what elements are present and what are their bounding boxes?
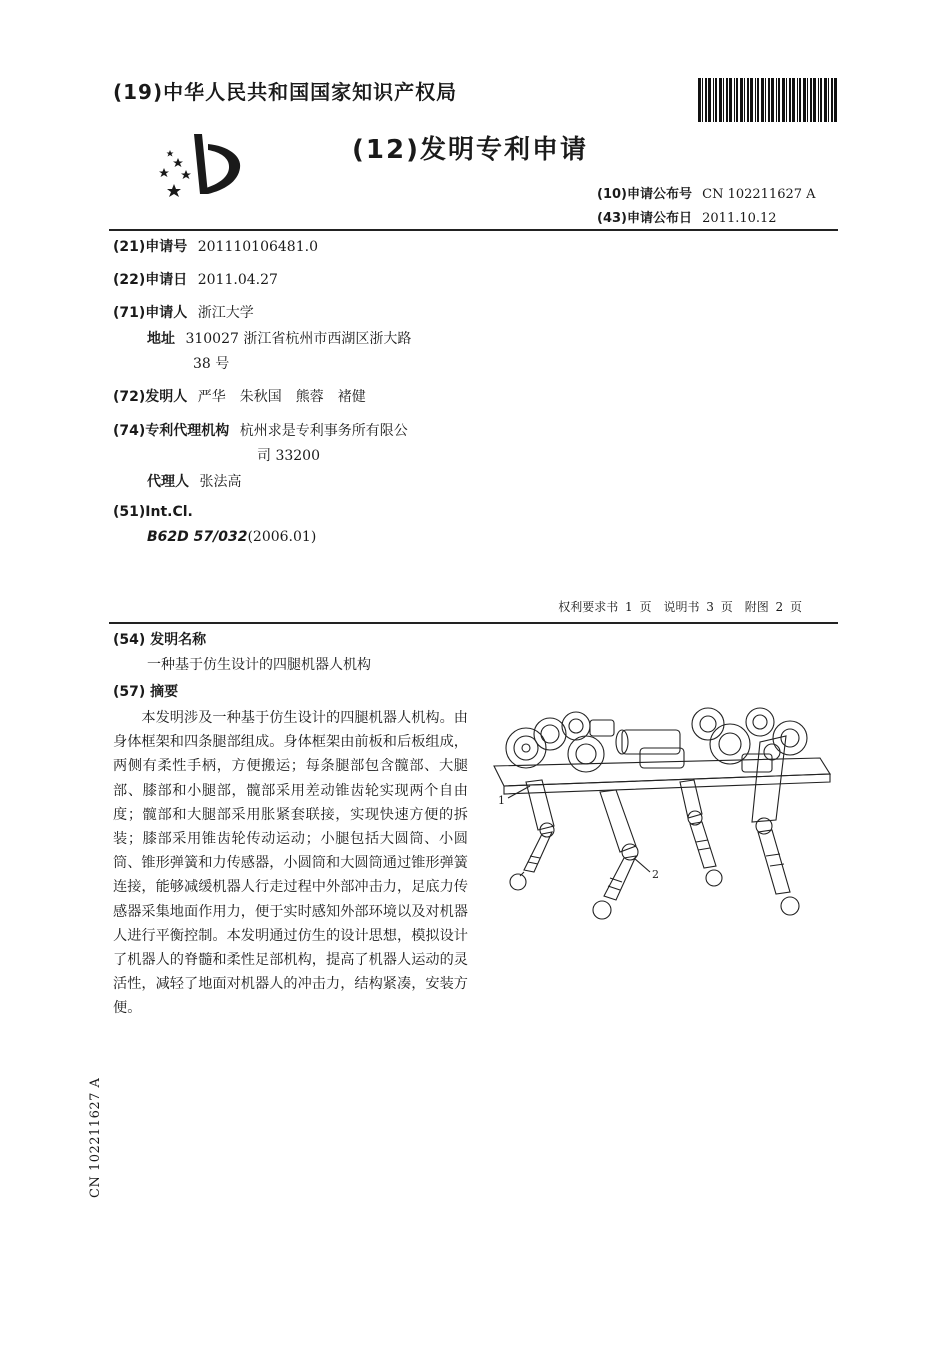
address-line-1: 310027 浙江省杭州市西湖区浙大路 bbox=[185, 331, 412, 347]
section-label: 摘要 bbox=[150, 684, 179, 700]
classification-version: (2006.01) bbox=[247, 529, 317, 545]
applicant-name: 浙江大学 bbox=[197, 305, 254, 321]
address-field bbox=[147, 328, 411, 348]
publication-number-label: (10)申请公布号 bbox=[597, 187, 692, 202]
section-code: (54) bbox=[113, 632, 146, 648]
application-number-field bbox=[113, 236, 318, 256]
agency-field bbox=[113, 420, 408, 440]
invention-title: 一种基于仿生设计的四腿机器人机构 bbox=[147, 657, 371, 673]
int-cl-field bbox=[113, 504, 193, 520]
publication-number-row bbox=[597, 183, 816, 202]
header-divider bbox=[109, 229, 838, 231]
agency-name-line-2: 司 33200 bbox=[257, 448, 320, 464]
quadruped-robot-figure bbox=[490, 696, 835, 926]
figure-label-2: 2 bbox=[652, 868, 659, 881]
field-label: 代理人 bbox=[147, 474, 189, 490]
agent-field bbox=[147, 471, 241, 491]
publication-date-row bbox=[597, 207, 777, 226]
int-cl-classification bbox=[147, 529, 316, 545]
field-code: (22) bbox=[113, 272, 146, 288]
inventors-field bbox=[113, 386, 366, 406]
field-code: (72) bbox=[113, 389, 146, 405]
field-label: Int.Cl. bbox=[145, 504, 193, 520]
publication-date-label: (43)申请公布日 bbox=[597, 211, 692, 226]
field-label: 发明人 bbox=[145, 389, 188, 405]
abstract-section-heading bbox=[113, 681, 178, 701]
field-code: (51) bbox=[113, 504, 146, 520]
classification-code: B62D 57/032 bbox=[147, 529, 248, 545]
title-section-heading bbox=[113, 629, 206, 649]
page-count-summary: 权利要求书 1 页 说明书 3 页 附图 2 页 bbox=[558, 600, 802, 614]
address-line-2: 38 号 bbox=[193, 356, 230, 372]
figure-label-1: 1 bbox=[498, 794, 505, 807]
agency-name-line-1: 杭州求是专利事务所有限公 bbox=[239, 423, 408, 439]
field-label: 专利代理机构 bbox=[145, 423, 230, 439]
section-divider bbox=[109, 622, 838, 624]
field-code: (71) bbox=[113, 305, 146, 321]
field-code: (21) bbox=[113, 239, 146, 255]
side-publication-number: CN 102211627 A bbox=[88, 1077, 103, 1198]
document-type-title: (12)发明专利申请 bbox=[352, 135, 588, 165]
applicant-field bbox=[113, 302, 254, 322]
field-label: 申请号 bbox=[145, 239, 188, 255]
abstract-text: 本发明涉及一种基于仿生设计的四腿机器人机构。由身体框架和四条腿部组成。身体框架由前板和后板组成，两侧有柔性手柄，方便搬运；每条腿部包含髋部、大腿部、膝部和小腿部，髋部采用差动锥齿轮实现两个自由度；髋部和大腿部采用胀紧套联接，实现快速方便的拆装；膝部采用锥齿轮传动运动；小腿包括大圆筒、小圆筒、锥形弹簧和力传感器，小圆筒和大圆筒通过锥形弹簧连接，能够减缓机器人行走过程中外部冲击力，足底力传感器采集地面作用力，便于实时感知外部环境以及对机器人进行平衡控制。本发明通过仿生的设计思想，模拟设计了机器人的脊髓和柔性足部机构，提高了机器人运动的灵活性，减轻了地面对机器人的冲击力，结构紧凑，安装方便。 bbox=[113, 710, 468, 1017]
field-label: 地址 bbox=[147, 331, 175, 347]
publication-number: CN 102211627 A bbox=[702, 187, 816, 202]
publication-date: 2011.10.12 bbox=[702, 211, 777, 226]
section-label: 发明名称 bbox=[150, 632, 207, 648]
section-code: (57) bbox=[113, 684, 146, 700]
application-date: 2011.04.27 bbox=[197, 272, 278, 288]
patent-office-emblem-icon bbox=[158, 130, 250, 200]
barcode-icon bbox=[697, 78, 837, 122]
field-label: 申请人 bbox=[145, 305, 188, 321]
application-date-field bbox=[113, 269, 278, 289]
agent-name: 张法高 bbox=[199, 474, 242, 490]
field-label: 申请日 bbox=[145, 272, 188, 288]
inventor-names: 严华 朱秋国 熊蓉 褚健 bbox=[197, 389, 366, 405]
field-code: (74) bbox=[113, 423, 146, 439]
application-number: 201110106481.0 bbox=[197, 239, 318, 255]
patent-office-name: (19)中华人民共和国国家知识产权局 bbox=[113, 80, 458, 104]
